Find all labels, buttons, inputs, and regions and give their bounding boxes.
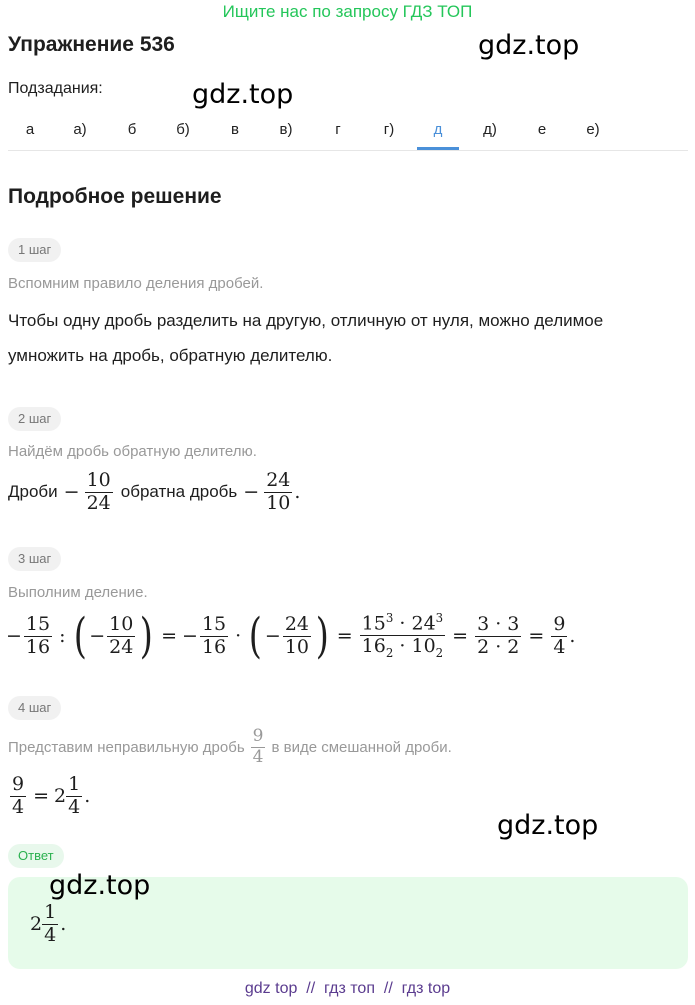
step-4-hint: Представим неправильную дробь $\frac{9}{4}$ в виде смешанной дроби. <box>8 725 452 767</box>
tab-d[interactable]: д <box>433 121 443 138</box>
step-1-hint: Вспомним правило деления дробей. <box>8 275 264 292</box>
step-1-text-line1: Чтобы одну дробь разделить на другую, отличную от нуля, можно делимое <box>8 311 604 330</box>
fraction: $\frac{10}{24}$ <box>86 468 111 514</box>
fraction: $\frac{3 \cdot 3}{2 \cdot 2}$ <box>477 612 520 658</box>
tab-v-paren[interactable]: в) <box>279 121 293 138</box>
page-title: Упражнение 536 <box>8 33 175 56</box>
tab-e[interactable]: е <box>537 121 547 138</box>
tab-b[interactable]: б <box>127 121 137 138</box>
watermark: gdz.top <box>192 79 294 110</box>
tab-g-paren[interactable]: г) <box>383 121 395 138</box>
tab-d-paren[interactable]: д) <box>483 121 497 138</box>
fraction: $\frac{9}{4}$ <box>252 725 264 767</box>
fraction: $\frac{1}{4}$ <box>44 900 57 946</box>
tab-a-paren[interactable]: а) <box>73 121 87 138</box>
active-tab-indicator <box>417 147 459 150</box>
tab-e-paren[interactable]: е) <box>586 121 600 138</box>
step-2-badge: 2 шаг <box>8 407 61 431</box>
step-2-formula: Дроби − $\frac{10}{24}$ обратна дробь − $\frac{24}{10}$ . <box>8 468 301 514</box>
fraction: $\frac{24}{10}$ <box>284 612 310 658</box>
fraction: $\frac{10}{24}$ <box>109 612 134 658</box>
fraction: $\frac{15}{16}$ <box>25 612 51 658</box>
subtasks-label: Подзадания: <box>8 80 103 97</box>
subtask-tabs <box>8 113 688 151</box>
step-3-badge: 3 шаг <box>8 547 61 571</box>
step-1-text-line2: умножить на дробь, обратную делителю. <box>8 346 333 365</box>
watermark: gdz.top <box>478 30 580 61</box>
tab-a[interactable]: а <box>25 121 35 138</box>
tab-v[interactable]: в <box>231 121 239 138</box>
step-2-text-b: обратна дробь <box>120 482 238 501</box>
tab-b-paren[interactable]: б) <box>176 121 190 138</box>
fraction: $\frac{9}{4}$ <box>553 612 566 658</box>
step-3-formula: − $\frac{15}{16}$ : ( − $\frac{10}{24}$ ) = − $\frac{15}{16}$ · ( − $\frac{24}{10}$ ) = $\frac{15^3 \cdot 24^3}{16_2 \cdot 10_2}$ = $\frac{3 \cdot 3}{2 \cdot 2}$ = $\frac{9}{4}$ . <box>6 608 576 664</box>
step-1-badge: 1 шаг <box>8 238 61 262</box>
step-2-hint: Найдём дробь обратную делителю. <box>8 443 257 460</box>
step-3-hint: Выполним деление. <box>8 584 148 601</box>
section-title: Подробное решение <box>8 185 222 208</box>
watermark: gdz.top <box>49 870 151 901</box>
answer-formula: 2 $\frac{1}{4}$ . <box>30 900 67 946</box>
tab-g[interactable]: г <box>335 121 341 138</box>
footer-links[interactable]: gdz top // гдз топ // гдз top <box>244 980 451 997</box>
step-4-formula: $\frac{9}{4}$ = 2 $\frac{1}{4}$ . <box>12 772 91 818</box>
fraction: $\frac{15^3 \cdot 24^3}{16_2 \cdot 10_2}$ <box>361 610 444 660</box>
watermark: gdz.top <box>497 810 599 841</box>
fraction: $\frac{24}{10}$ <box>266 468 291 514</box>
answer-badge: Ответ <box>8 844 64 868</box>
fraction: $\frac{15}{16}$ <box>201 612 227 658</box>
top-banner[interactable]: Ищите нас по запросу ГДЗ ТОП <box>222 2 473 21</box>
step-2-text-a: Дроби <box>8 482 58 501</box>
fraction: $\frac{1}{4}$ <box>68 772 81 818</box>
step-4-badge: 4 шаг <box>8 696 61 720</box>
fraction: $\frac{9}{4}$ <box>12 772 25 818</box>
